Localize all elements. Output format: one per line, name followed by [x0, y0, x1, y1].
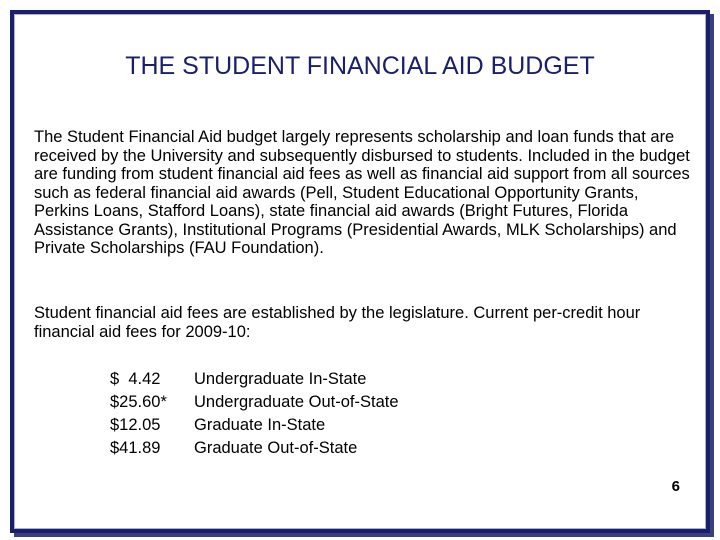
fee-amount: $41.89 — [110, 439, 161, 457]
fee-label: Undergraduate In-State — [194, 370, 367, 388]
fee-row — [110, 368, 399, 391]
slide-title: THE STUDENT FINANCIAL AID BUDGET — [125, 52, 595, 80]
paragraph-fee-intro: Student financial aid fees are established by the legislature. Current per-credit hour financial aid fees for 2009-10: — [34, 304, 641, 341]
fee-amount: $12.05 — [110, 416, 161, 434]
slide-frame — [10, 10, 710, 533]
fee-list — [110, 368, 399, 460]
fee-label: Undergraduate Out-of-State — [194, 393, 399, 411]
page-number: 6 — [671, 478, 680, 495]
fee-label: Graduate In-State — [194, 416, 326, 434]
fee-row — [110, 391, 399, 414]
fee-row — [110, 414, 399, 437]
fee-amount: $25.60* — [110, 393, 167, 411]
fee-amount: $ 4.42 — [110, 370, 161, 388]
fee-row — [110, 437, 399, 460]
fee-label: Graduate Out-of-State — [194, 439, 358, 457]
paragraph-budget-description: The Student Financial Aid budget largely represents scholarship and loan funds that are received by the University and subsequently disbursed to students. Included in the budget are funding from student financial aid fees as well as financial aid support from all sources such as federal financial aid awards (Pell, Student Educational Opportunity Grants, Perkins Loans, Stafford Loans), state financial aid awards (Bright Futures, Florida Assistance Grants), Institutional Programs (Presidential Awards, MLK Scholarships) and Private Scholarships (FAU Foundation). — [34, 128, 690, 257]
